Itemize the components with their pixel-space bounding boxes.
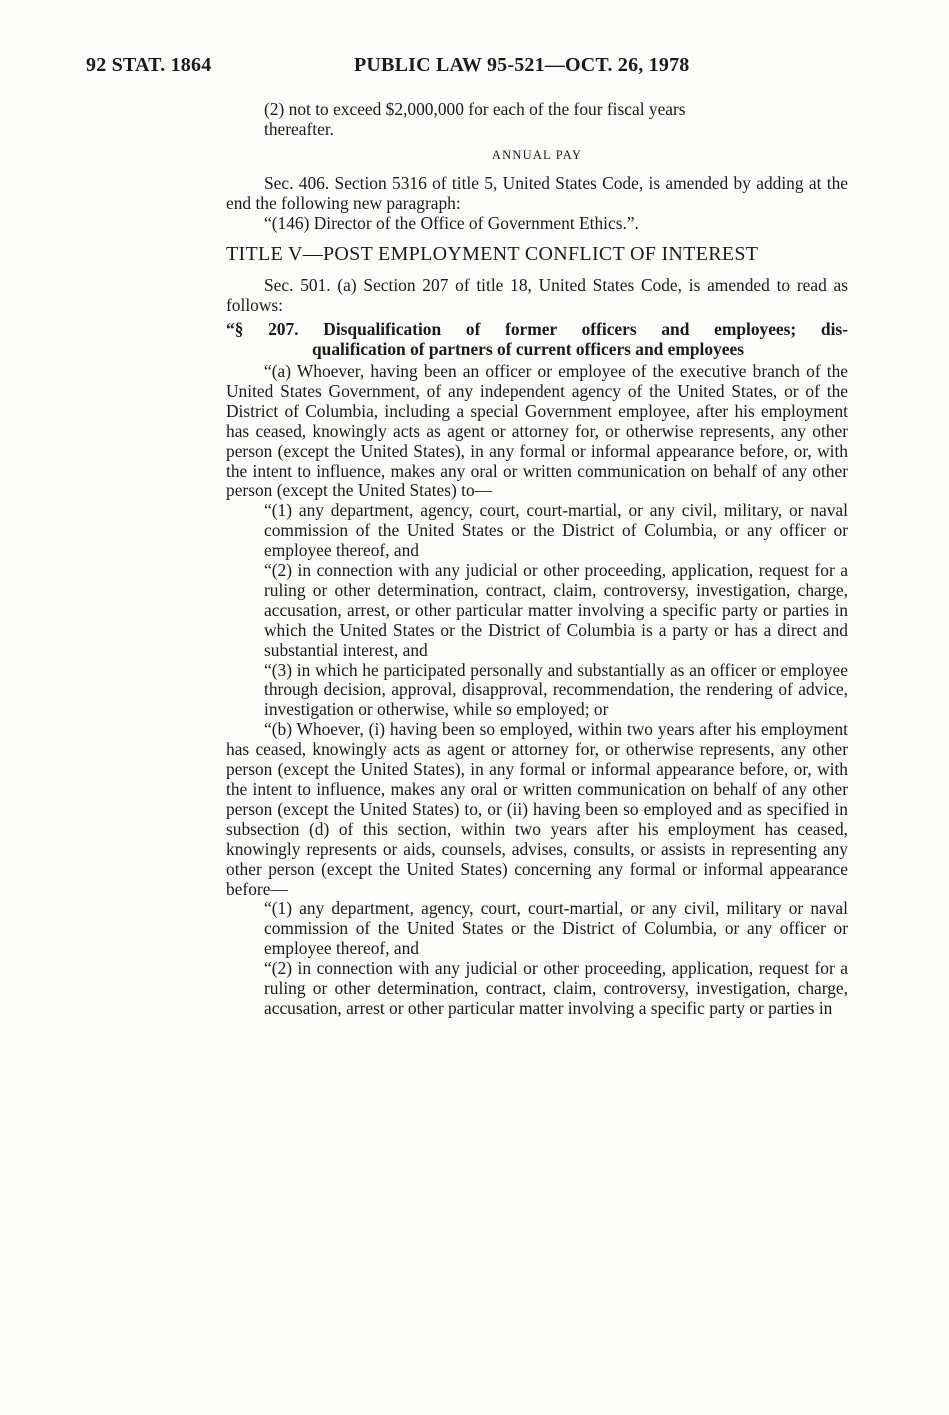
section-501-text: Sec. 501. (a) Section 207 of title 18, United States Code, is amended to read as follows:: [226, 275, 848, 316]
annual-pay-heading: ANNUAL PAY: [491, 147, 583, 162]
paragraph-a-1: “(1) any department, agency, court, court-martial, or any civil, military, or naval commission of the United States or the District of Columbia, or any officer or employee thereof, and: [264, 500, 848, 561]
section-406-quote: “(146) Director of the Office of Government Ethics.”.: [264, 212, 639, 233]
section-207-heading-line-1: “§ 207. Disqualification of former officers and employees; dis-: [226, 319, 848, 340]
paragraph-a-3: “(3) in which he participated personally and substantially as an officer or employee through decision, approval, disapproval, recommendation, the rendering of advice, investigation or otherwise, while so employed; or: [264, 659, 848, 720]
section-406-text: Sec. 406. Section 5316 of title 5, United States Code, is amended by adding at the end the following new paragraph:: [226, 172, 848, 213]
paragraph-a: “(a) Whoever, having been an officer or employee of the executive branch of the United States Government, of any independent agency of the United States, or of the District of Columbia, including a special Government employee, after his employment has ceased, knowingly acts as agent or attorney for, or otherwise represents, any other person (except the United States), in any formal or informal appearance before, or, with the intent to influence, makes any oral or written communication on behalf of any other person (except the United States) to—: [226, 360, 848, 501]
section-207-heading: [226, 320, 848, 360]
item-2-line-2: thereafter.: [264, 118, 334, 139]
paragraph-b: “(b) Whoever, (i) having been so employed, within two years after his employment has ceased, knowingly acts as agent or attorney for, or otherwise represents, any other person (except the United States), in any formal or informal appearance before, or, with the intent to influence, makes any oral or written communication on behalf of any other person (except the United States) to, or (ii) having been so employed and as specified in subsection (d) of this section, within two years after his employment has ceased, knowingly represents or aids, counsels, advises, consults, or assists in representing any other person (except the United States) concerning any formal or informal appearance before—: [226, 719, 848, 899]
section-207-heading-line-2: qualification of partners of current officers and employees: [312, 339, 744, 360]
title-v-heading: TITLE V—POST EMPLOYMENT CONFLICT OF INTEREST: [226, 243, 759, 266]
item-2-line-1: (2) not to exceed $2,000,000 for each of the four fiscal years: [264, 99, 686, 119]
document-body: [226, 100, 848, 1019]
paragraph-a-2: “(2) in connection with any judicial or other proceeding, application, request for a ruling or other determination, contract, claim, controversy, investigation, charge, accusation, arrest, or other particular matter involving a specific party or parties in which the United States or the District of Columbia is a party or has a direct and substantial interest, and: [264, 560, 848, 660]
public-law-citation: PUBLIC LAW 95-521—OCT. 26, 1978: [354, 54, 690, 76]
paragraph-b-1: “(1) any department, agency, court, court-martial, or any civil, military or naval commission of the United States or the District of Columbia, or any officer or employee thereof, and: [264, 898, 848, 959]
running-head: [86, 54, 866, 80]
stat-citation: 92 STAT. 1864: [86, 54, 212, 76]
paragraph-b-2: “(2) in connection with any judicial or other proceeding, application, request for a ruling or other determination, contract, claim, controversy, investigation, charge, accusation, arrest or other particular matter involving a specific party or parties in: [264, 958, 848, 1018]
